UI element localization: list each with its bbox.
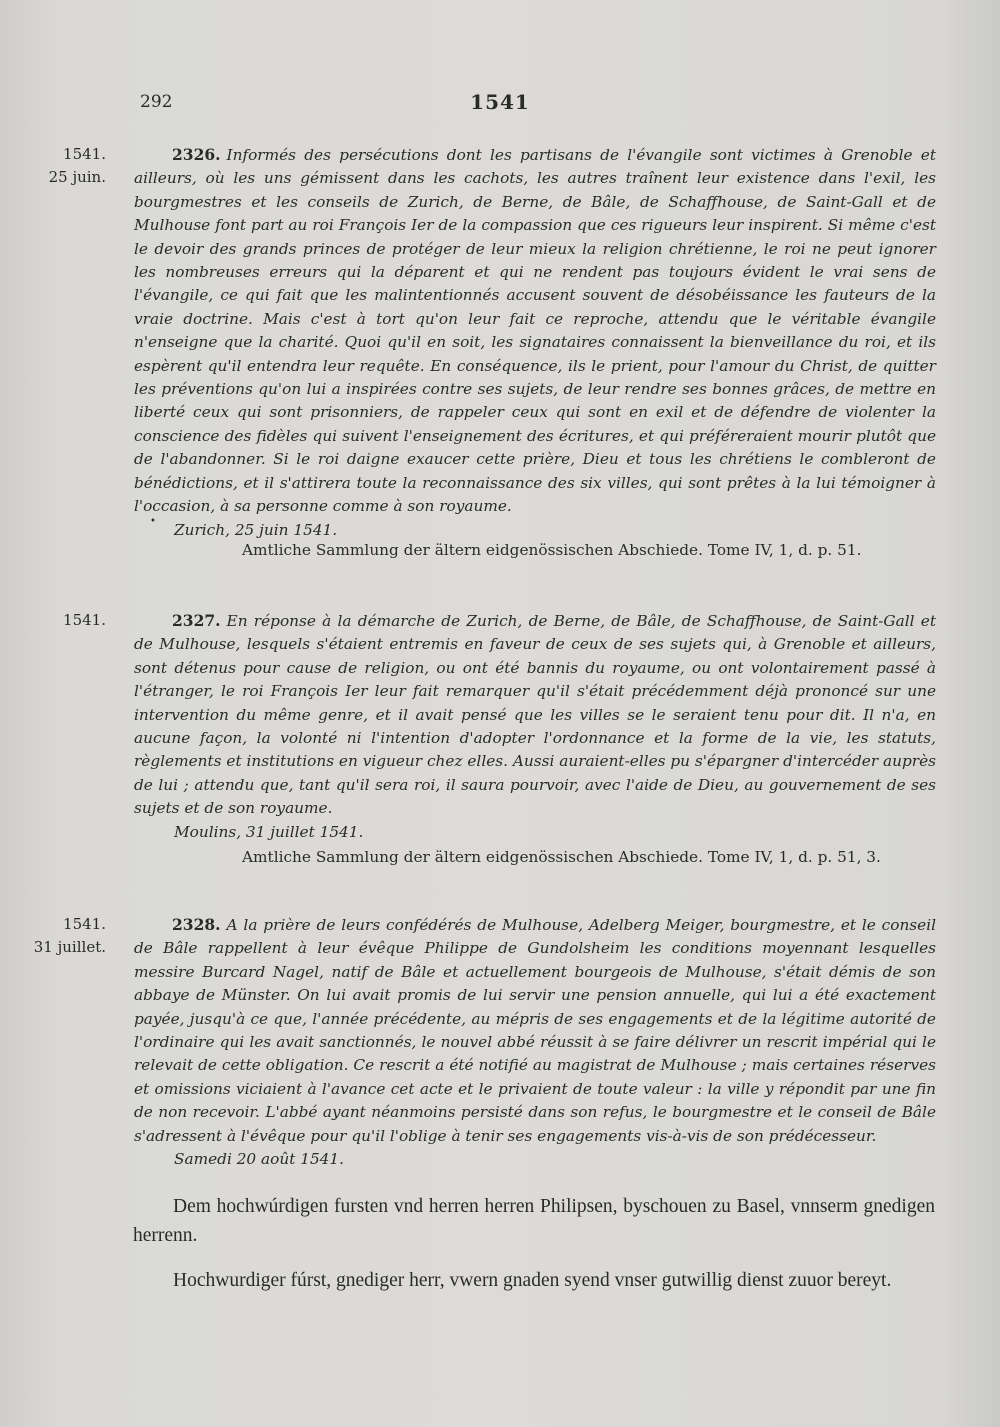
margin-year: 1541. [63,915,106,933]
letter-address [133,1192,935,1250]
margin-note-2328 [28,913,106,959]
entry-number: 2327. [172,611,221,630]
entry-summary [134,143,936,519]
margin-year: 1541. [63,611,106,629]
letter-salutation-text: Hochwurdiger fúrst, gnediger herr, vwern gnaden syend vnser gutwillig dienst zuuor bereyt. [173,1270,892,1291]
summary-text: A la prière de leurs confédérés de Mulhouse, Adelberg Meiger, bourgmestre, et le conseil de Bâle rappellent à leur évêque Philippe de Gundolsheim les conditions moyennant lesquelles messire Burcard Nagel, natif de Bâle et actuellement bourgeois de Mulhouse, s'était démis de son abbaye de Münster. On lui avait promis de lui servir une pension annuelle, qui lui a été exactement payée, jusqu'à ce que, l'année précédente, au mépris de ses engagements et de la légitime autorité de l'ordinaire qui les avait sanctionnés, le nouvel abbé réussit à se faire délivrer un rescrit impérial qui le relevait de cette obligation. Ce rescrit a été notifié au magistrat de Mulhouse ; mais certaines réserves et omissions viciaient à l'avance cet acte et le privaient de toute valeur : la ville y répondit par une fin de non recevoir. L'abbé ayant néanmoins persisté dans son refus, le bourgmestre et le conseil de Bâle s'adressent à l'évêque pour qu'il l'oblige à tenir ses engagements vis-à-vis de son prédécesseur. [134,916,936,1145]
summary-text: En réponse à la démarche de Zurich, de Berne, de Bâle, de Schaffhouse, de Saint-Gall et de Mulhouse, lesquels s'étaient entremis en faveur de ceux de ses sujets qui, à Grenoble et ailleurs, sont détenus pour cause de religion, ou ont été bannis du royaume, ou ont volontairement passé à l'étranger, le roi François Ier leur fait remarquer qu'il s'était précédemment déjà prononcé sur une intervention du même genre, et il avait pensé que les villes se le seraient tenu pour dit. Il n'a, en aucune façon, la volonté ni l'intention d'adopter l'ordonnance et la forme de la vie, les statuts, règlements et institutions en vigueur chez elles. Aussi auraient-elles pu s'épargner d'intercéder auprès de lui ; attendu que, tant qu'il sera roi, il saura pourvoir, avec l'aide de Dieu, au gouvernement de ses sujets et de son royaume. [134,612,936,818]
printer-mark: • [150,516,156,527]
margin-note-2327 [28,609,106,632]
entry-2328 [134,913,936,1171]
margin-year: 1541. [63,145,106,163]
letter-salutation [133,1266,935,1295]
source-citation: Amtliche Sammlung der ältern eidgenössischen Abschiede. Tome IV, 1, d. p. 51. [242,541,862,559]
running-head-year: 1541 [470,90,530,114]
entry-summary [134,913,936,1148]
place-date: Moulins, 31 juillet 1541. [174,822,364,841]
page-number: 292 [140,92,173,112]
margin-date: 31 juillet. [33,938,106,956]
entry-number: 2326. [172,145,221,164]
page-header [0,92,1000,122]
place-date: Zurich, 25 juin 1541. [174,520,338,539]
letter-address-text: Dem hochwúrdigen fursten vnd herren herren Philipsen, byschouen zu Basel, vnnserm gnedigen herrenn. [133,1196,935,1246]
place-date: Samedi 20 août 1541. [174,1150,345,1169]
entry-number: 2328. [172,915,221,934]
summary-text: Informés des persécutions dont les partisans de l'évangile sont victimes à Grenoble et ailleurs, où les uns gémissent dans les cachots, les autres traînent leur existence dans l'exil, les bourgmestres et les conseils de Zurich, de Berne, de Bâle, de Schaffhouse, de Saint-Gall et de Mulhouse font part au roi François Ier de la compassion que ces rigueurs leur inspirent. Si même c'est le devoir des grands princes de protéger de leur mieux la religion chrétienne, le roi ne peut ignorer les nombreuses erreurs qui la déparent et qui ne rendent pas toujours évident le vrai sens de l'évangile, ce qui fait que les malintentionnés accusent souvent de désobéissance les fauteurs de la vraie doctrine. Mais c'est à tort qu'on leur fait ce reproche, attendu que le véritable évangile n'enseigne que la charité. Quoi qu'il en soit, les signataires connaissent la bienveillance du roi, et ils espèrent qu'il entendra leur requête. En conséquence, ils le prient, pour l'amour du Christ, de quitter les préventions qu'on lui a inspirées contre ses sujets, de leur rendre ses bonnes grâces, de mettre en liberté ceux qui sont prisonniers, de rappeler ceux qui sont en exil et de défendre de violenter la conscience des fidèles qui suivent l'enseignement des écritures, et qui préféreraient mourir plutôt que de l'abandonner. Si le roi daigne exaucer cette prière, Dieu et tous les chrétiens le combleront de bénédictions, et il s'attirera toute la reconnaissance des six villes, qui sont prêtes à la lui témoigner à l'occasion, à sa personne comme à son royaume. [134,146,936,516]
margin-date: 25 juin. [48,168,106,186]
entry-2327 [134,609,936,844]
margin-note-2326 [28,143,106,189]
entry-2326 [134,143,936,542]
source-citation: Amtliche Sammlung der ältern eidgenössischen Abschiede. Tome IV, 1, d. p. 51, 3. [242,848,881,866]
entry-summary [134,609,936,821]
